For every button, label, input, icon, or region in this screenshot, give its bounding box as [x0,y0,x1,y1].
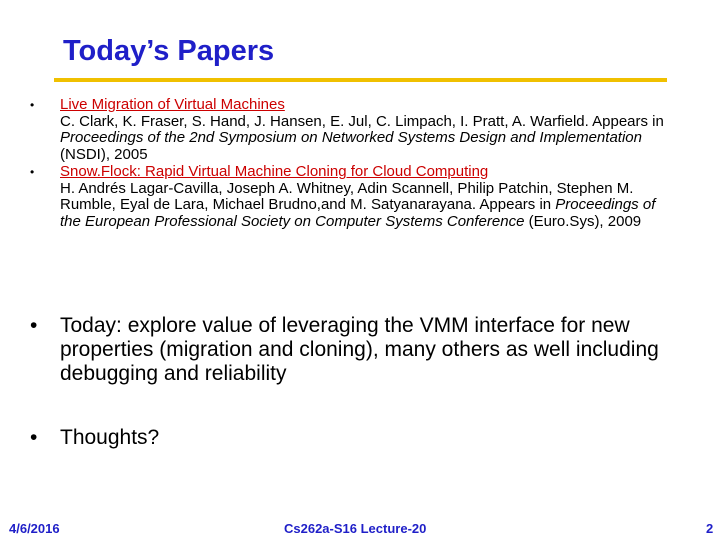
footer-course: Cs262a-S16 Lecture-20 [284,521,427,536]
footer-date: 4/6/2016 [9,521,60,536]
discussion-points [30,314,680,450]
paper-link[interactable]: Snow.Flock: Rapid Virtual Machine Cloning for Cloud Computing [60,163,489,180]
title-underline [54,78,667,82]
bullet: • [30,314,38,337]
discussion-point [30,314,680,386]
paper-authors: H. Andrés Lagar-Cavilla, Joseph A. Whitney, Adin Scannell, Philip Patchin, Stephen M. Rumble, Eyal de Lara, Michael Brudno,and M. Satyanarayana. Appears in [60,179,634,213]
paper-item [30,164,670,230]
bullet: • [30,165,35,179]
bullet: • [30,426,38,449]
discussion-point [30,426,680,450]
point-text: Today: explore value of leveraging the VMM interface for new properties (migration and cloning), many others as well including debugging and reliability [60,314,659,385]
paper-venue: Proceedings of the European Professional Society on Computer Systems Conference [60,196,656,230]
paper-item [30,97,670,163]
slide-title: Today’s Papers [63,35,275,67]
paper-tail: (Euro.Sys), 2009 [524,212,642,230]
footer-page-number: 2 [706,521,714,536]
point-text: Thoughts? [60,426,160,449]
paper-link[interactable]: Live Migration of Virtual Machines [60,96,285,113]
paper-list [30,97,670,231]
paper-tail: (NSDI), 2005 [60,145,148,163]
paper-venue: Proceedings of the 2nd Symposium on Networked Systems Design and Implementation [60,129,642,146]
paper-authors: C. Clark, K. Fraser, S. Hand, J. Hansen, E. Jul, C. Limpach, I. Pratt, A. Warfield. Appears in [60,112,664,130]
bullet: • [30,98,35,112]
